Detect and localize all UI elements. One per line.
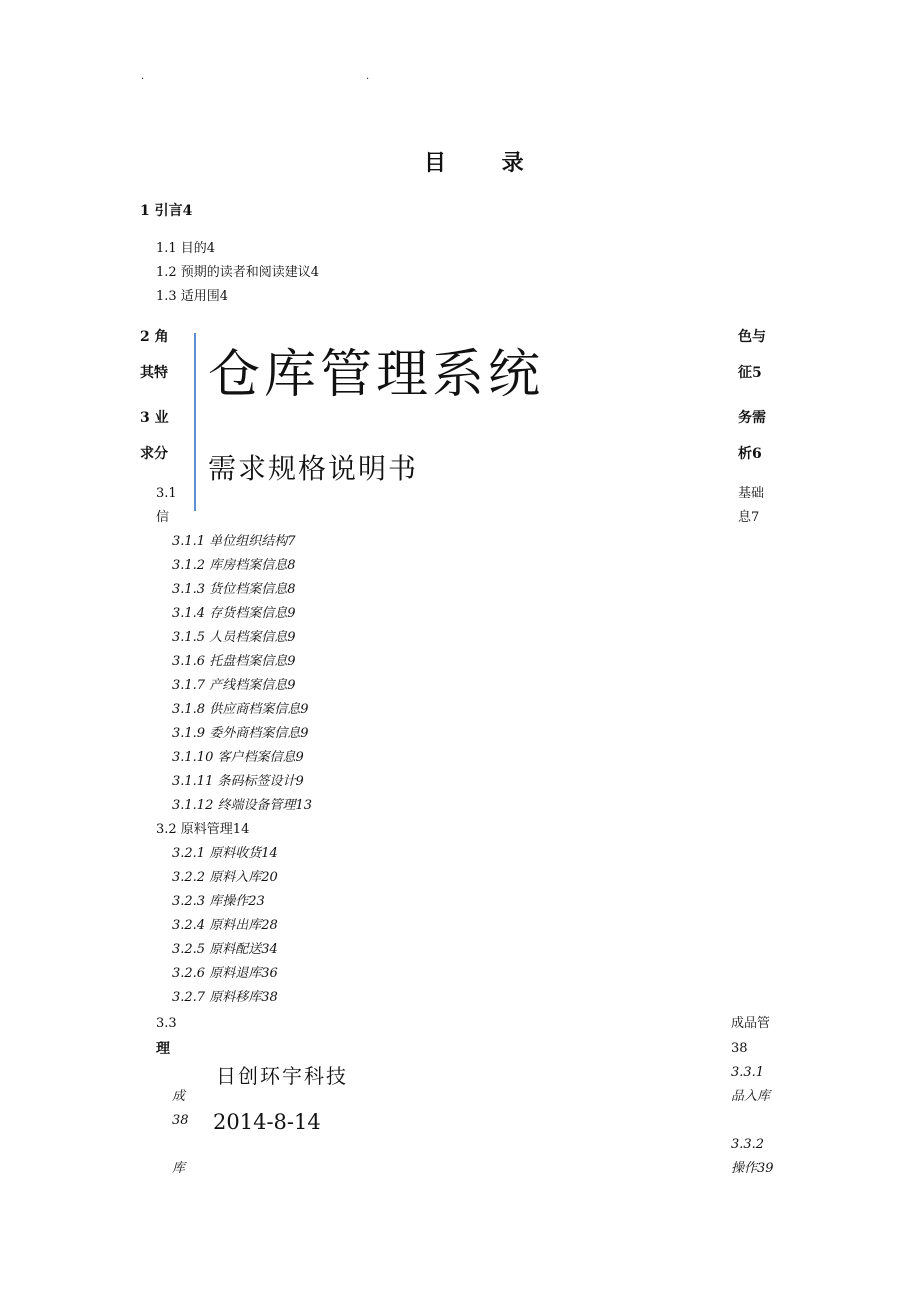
cover-subtitle: 需求规格说明书	[208, 452, 419, 485]
toc-entry-3-1-3[interactable]: 3.1.3 货位档案信息8	[172, 582, 296, 597]
toc-entry-3-2-4[interactable]: 3.2.4 原料出库28	[172, 918, 278, 933]
toc-entry-3-1-7[interactable]: 3.1.7 产线档案信息9	[172, 678, 296, 693]
toc-entry-3-3-1-part-b[interactable]: 成	[172, 1089, 186, 1104]
toc-entry-3-3-part-b[interactable]: 成品管	[731, 1016, 771, 1031]
toc-entry-1-2[interactable]: 1.2 预期的读者和阅读建议4	[156, 265, 320, 280]
toc-entry-1-3[interactable]: 1.3 适用围4	[156, 289, 229, 304]
toc-entry-3-1-1[interactable]: 3.1.1 单位组织结构7	[172, 534, 296, 549]
toc-entry-3-2-3[interactable]: 3.2.3 库操作23	[172, 894, 265, 909]
toc-entry-3-3-1-part-c[interactable]: 品入库	[731, 1089, 771, 1104]
toc-entry-3-2-2[interactable]: 3.2.2 原料入库20	[172, 870, 278, 885]
toc-entry-1[interactable]: 1 引言4	[140, 203, 193, 219]
toc-entry-3-3-1-part-a[interactable]: 3.3.1	[731, 1065, 765, 1080]
toc-entry-3-1-9[interactable]: 3.1.9 委外商档案信息9	[172, 726, 309, 741]
toc-entry-2-part-c[interactable]: 其特	[140, 365, 168, 381]
toc-entry-3-1-part-d[interactable]: 息7	[738, 510, 760, 525]
toc-entry-3-2-6[interactable]: 3.2.6 原料退库36	[172, 966, 278, 981]
toc-entry-3-part-a[interactable]: 3 业	[140, 410, 169, 426]
toc-entry-3-1-part-a[interactable]: 3.1	[156, 486, 177, 501]
toc-entry-3-part-d[interactable]: 析6	[738, 446, 762, 462]
header-mark-left: .	[141, 71, 145, 82]
toc-entry-3-1-8[interactable]: 3.1.8 供应商档案信息9	[172, 702, 309, 717]
toc-entry-3-1-part-b[interactable]: 基础	[738, 486, 765, 501]
cover-organization: 日创环宇科技	[216, 1064, 348, 1088]
toc-entry-3-3-part-c[interactable]: 理	[156, 1041, 170, 1057]
toc-entry-3-3-part-d[interactable]: 38	[731, 1041, 748, 1056]
cover-date: 2014-8-14	[213, 1110, 321, 1134]
toc-entry-3-part-b[interactable]: 务需	[738, 410, 766, 426]
toc-entry-3-1-4[interactable]: 3.1.4 存货档案信息9	[172, 606, 296, 621]
toc-title: 目 录	[424, 150, 548, 176]
toc-entry-3-2[interactable]: 3.2 原料管理14	[156, 822, 250, 837]
toc-entry-3-1-2[interactable]: 3.1.2 库房档案信息8	[172, 558, 296, 573]
toc-entry-2-part-a[interactable]: 2 角	[140, 329, 169, 345]
toc-entry-3-2-1[interactable]: 3.2.1 原料收货14	[172, 846, 278, 861]
toc-entry-3-1-part-c[interactable]: 信	[156, 510, 170, 525]
toc-entry-2-part-b[interactable]: 色与	[738, 329, 766, 345]
toc-entry-3-3-2-part-b[interactable]: 库	[172, 1161, 186, 1176]
toc-entry-1-1[interactable]: 1.1 目的4	[156, 241, 216, 256]
toc-entry-3-1-10[interactable]: 3.1.10 客户档案信息9	[172, 750, 304, 765]
toc-entry-3-3-part-a[interactable]: 3.3	[156, 1016, 177, 1031]
toc-entry-3-1-5[interactable]: 3.1.5 人员档案信息9	[172, 630, 296, 645]
cover-accent-line	[194, 333, 196, 511]
toc-entry-3-3-2-part-c[interactable]: 操作39	[731, 1161, 774, 1176]
toc-entry-3-2-7[interactable]: 3.2.7 原料移库38	[172, 990, 278, 1005]
header-mark-right: .	[366, 71, 370, 82]
toc-entry-3-1-12[interactable]: 3.1.12 终端设备管理13	[172, 798, 313, 813]
toc-entry-3-1-11[interactable]: 3.1.11 条码标签设计9	[172, 774, 304, 789]
toc-entry-3-3-1-part-d[interactable]: 38	[172, 1113, 189, 1128]
cover-title: 仓库管理系统	[208, 345, 545, 405]
toc-entry-3-2-5[interactable]: 3.2.5 原料配送34	[172, 942, 278, 957]
toc-entry-3-part-c[interactable]: 求分	[140, 446, 168, 462]
toc-entry-3-1-6[interactable]: 3.1.6 托盘档案信息9	[172, 654, 296, 669]
toc-entry-2-part-d[interactable]: 征5	[738, 365, 762, 381]
toc-entry-3-3-2-part-a[interactable]: 3.3.2	[731, 1137, 765, 1152]
